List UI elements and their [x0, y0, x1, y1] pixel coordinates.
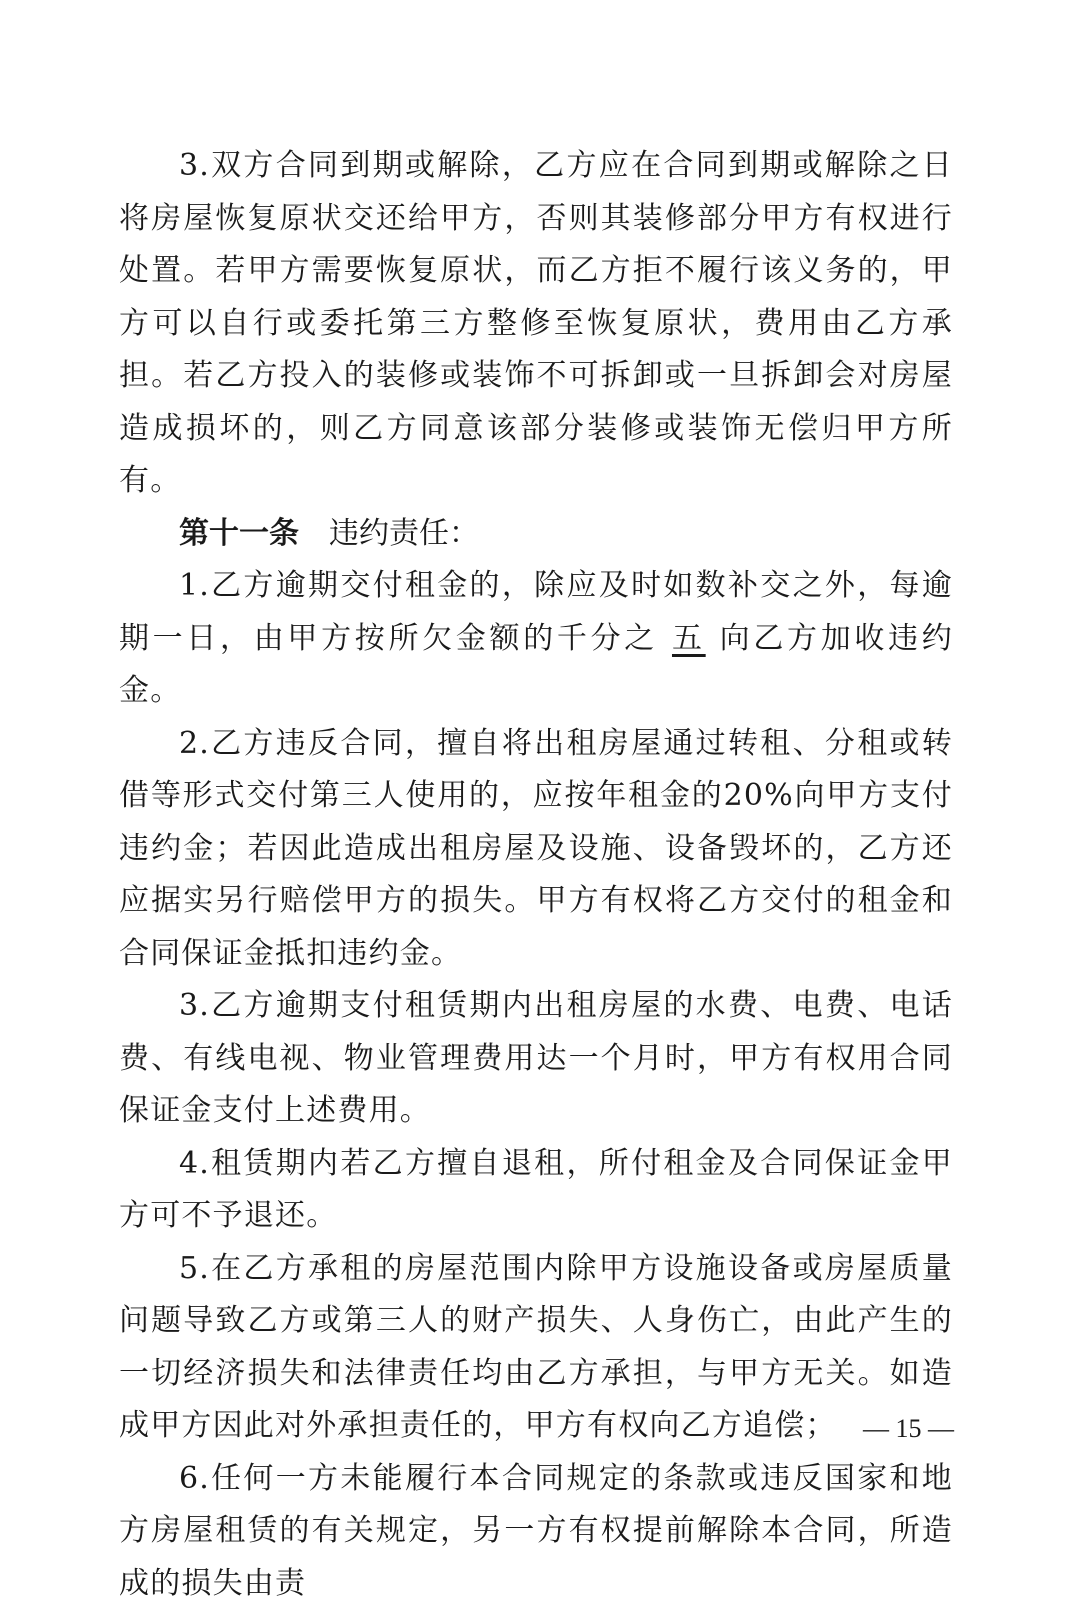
clause-1-late-rent [119, 560, 953, 718]
clause-1-text-after: 向乙方加收违约金。 [119, 621, 953, 709]
article-title: 违约责任： [329, 516, 479, 551]
clause-6-termination: 6.任何一方未能履行本合同规定的条款或违反国家和地方房屋租赁的有关规定，另一方有权提前解除本合同，所造成的损失由责 [119, 1453, 953, 1610]
clause-3-utilities: 3.乙方逾期支付租赁期内出租房屋的水费、电费、电话费、有线电视、物业管理费用达一个月时，甲方有权用合同保证金支付上述费用。 [119, 980, 953, 1138]
clause-5-liability: 5.在乙方承租的房屋范围内除甲方设施设备或房屋质量问题导致乙方或第三人的财产损失、人身伤亡，由此产生的一切经济损失和法律责任均由乙方承担，与甲方无关。如造成甲方因此对外承担责任的，甲方有权向乙方追偿； [119, 1243, 953, 1453]
article-heading [119, 508, 953, 561]
article-number: 第十一条 [179, 516, 299, 551]
clause-4-early-exit: 4.租赁期内若乙方擅自退租，所付租金及合同保证金甲方可不予退还。 [119, 1138, 953, 1243]
clause-3-restoration: 3.双方合同到期或解除，乙方应在合同到期或解除之日将房屋恢复原状交还给甲方，否则其装修部分甲方有权进行处置。若甲方需要恢复原状，而乙方拒不履行该义务的，甲方可以自行或委托第三方整修至恢复原状，费用由乙方承担。若乙方投入的装修或装饰不可拆卸或一旦拆卸会对房屋造成损坏的，则乙方同意该部分装修或装饰无偿归甲方所有。 [119, 140, 953, 508]
page-number: — 15 — [863, 1414, 954, 1444]
clause-1-text-before: 1.乙方逾期交付租金的，除应及时如数补交之外，每逾期一日，由甲方按所欠金额的千分之 [119, 568, 953, 656]
clause-1-blank-value: 五 [658, 621, 720, 656]
clause-2-sublease: 2.乙方违反合同，擅自将出租房屋通过转租、分租或转借等形式交付第三人使用的，应按年租金的20%向甲方支付违约金；若因此造成出租房屋及设施、设备毁坏的，乙方还应据实另行赔偿甲方的损失。甲方有权将乙方交付的租金和合同保证金抵扣违约金。 [119, 718, 953, 981]
document-page [119, 140, 953, 1610]
